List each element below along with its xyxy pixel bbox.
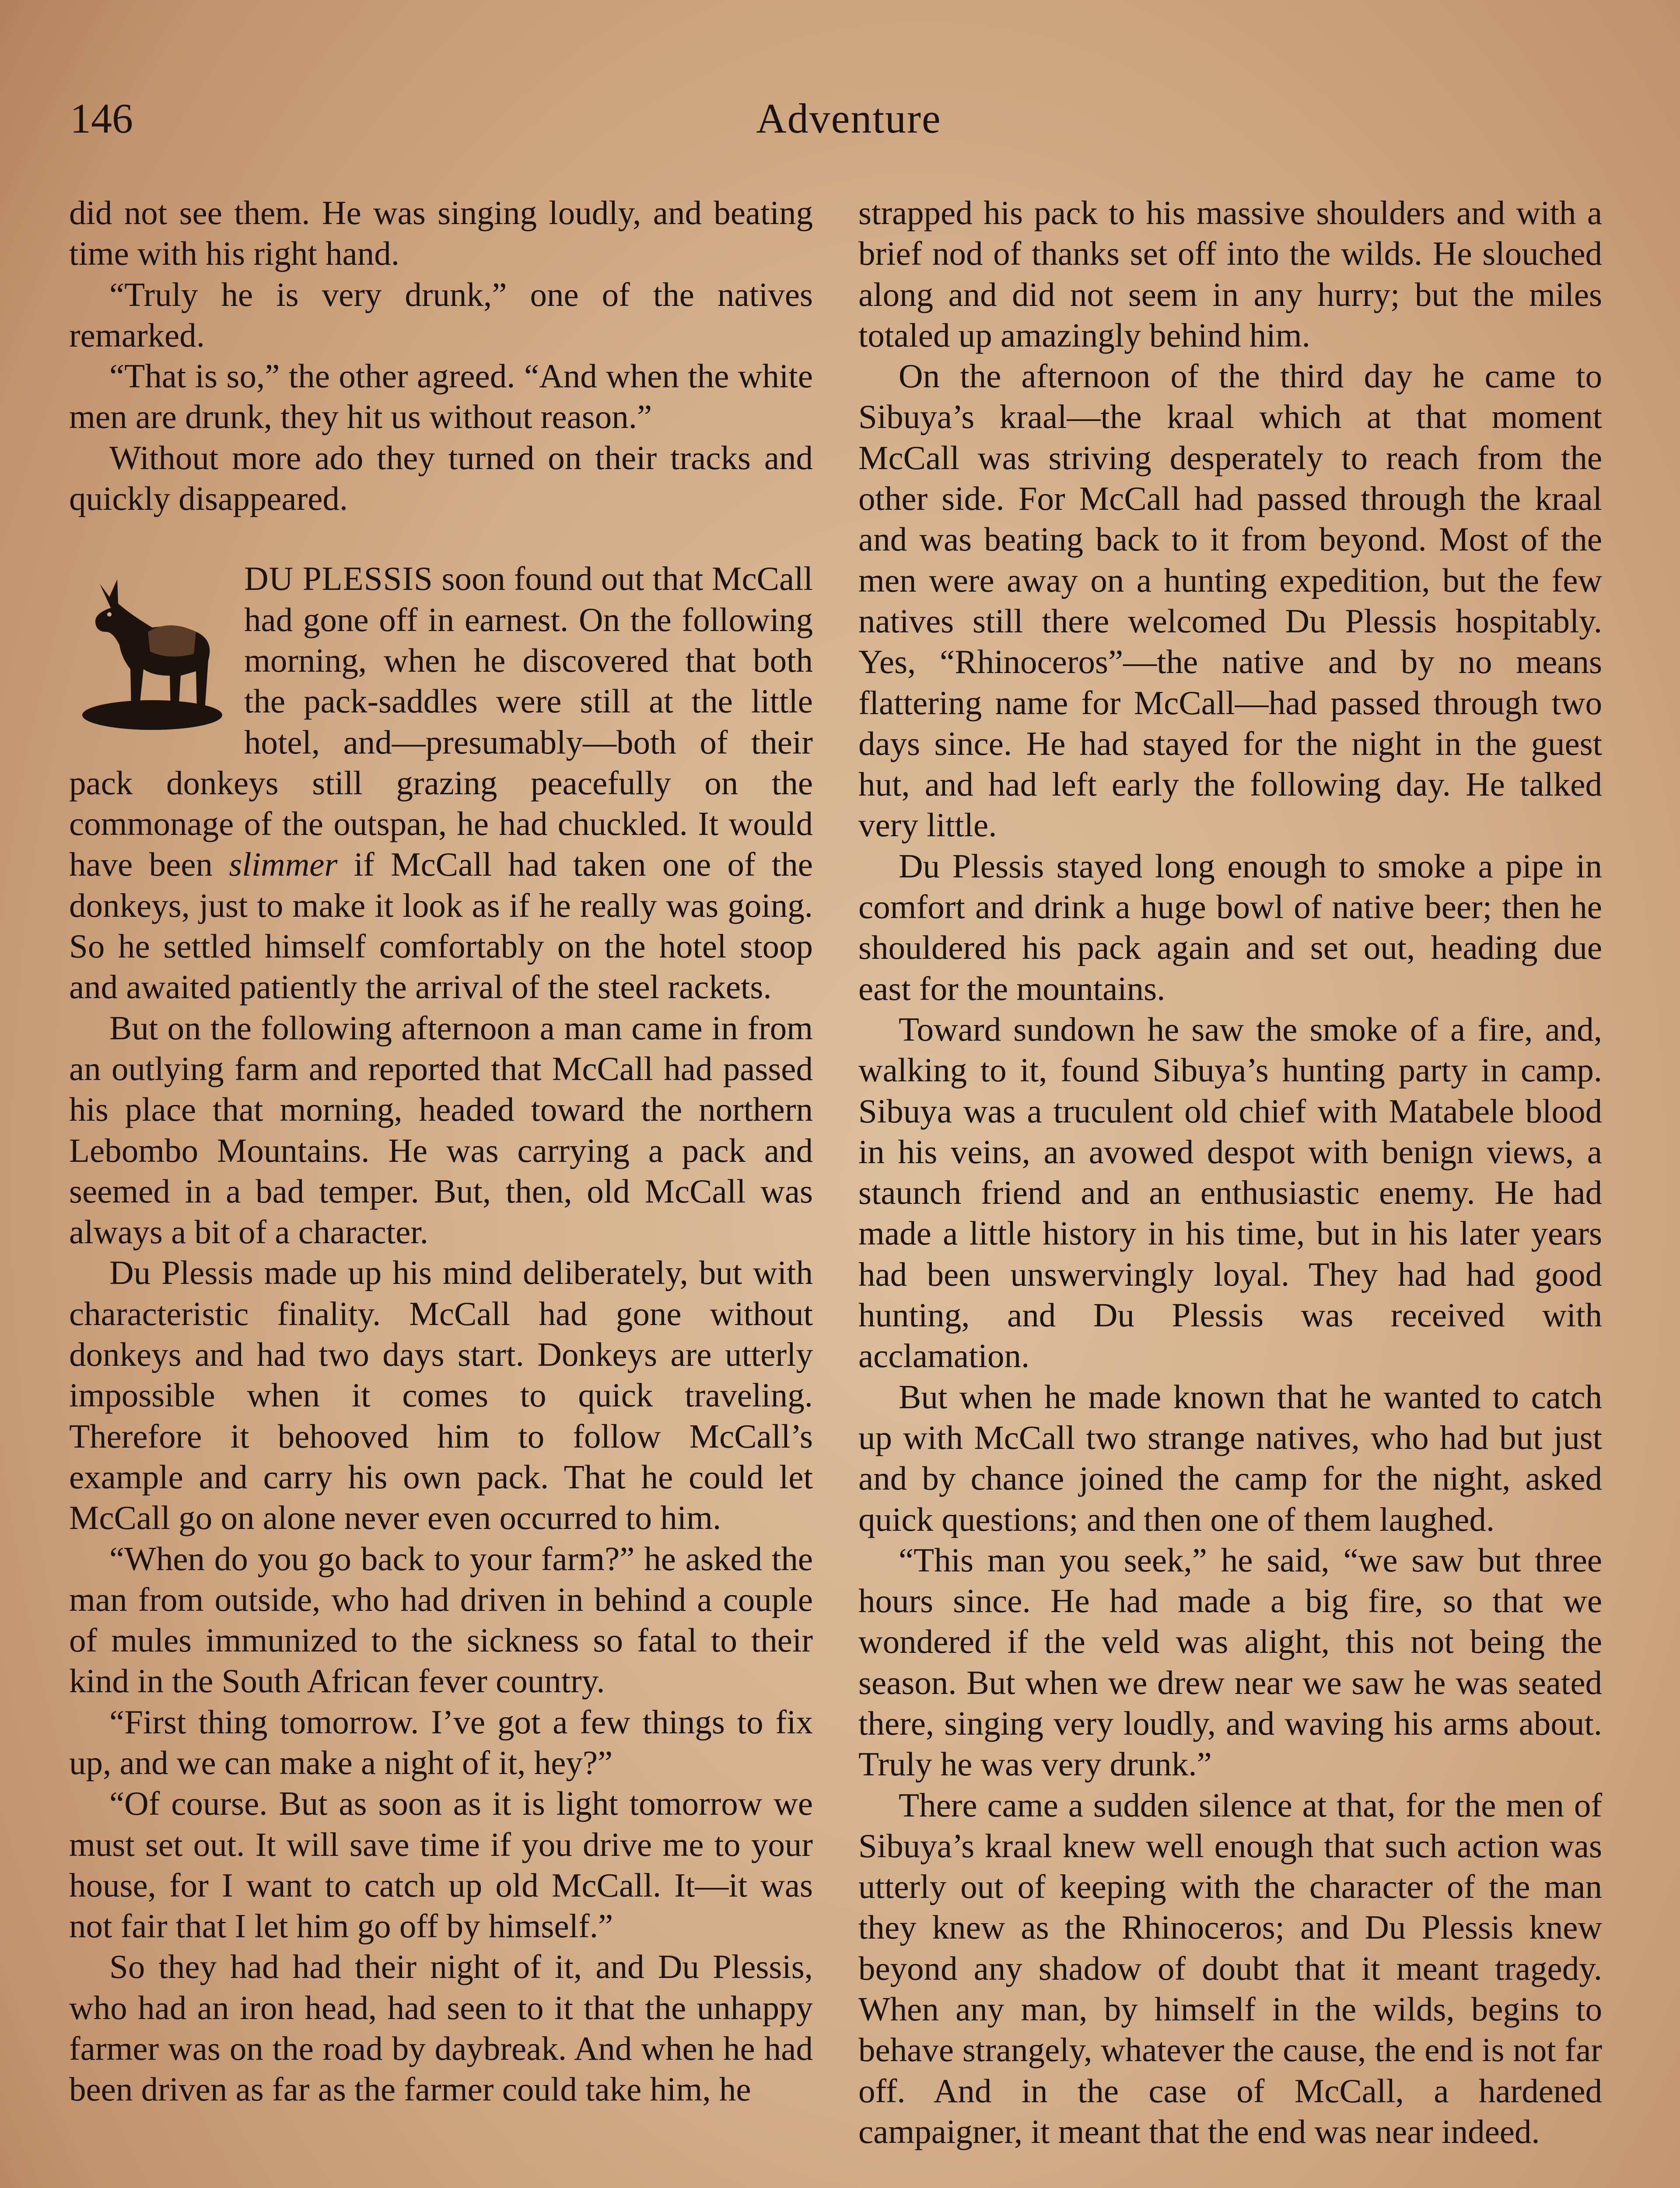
paragraph: On the afternoon of the third day he came to Sibuya’s kraal—the kraal which at that moment McCall was striving desperately to reach from the other side. For McCall had passed through the kraal and was beating back to it from beyond. Most of the men were away on a hunting expedition, but the few natives still there welcomed Du Plessis hospitably. Yes, “Rhinoceros”—the native and by no means flattering name for McCall—had passed through two days since. He had stayed for the night in the guest hut, and had left early the following day. He talked very little. [858, 357, 1602, 844]
paragraph: So they had had their night of it, and Du Plessis, who had an iron head, had seen to it that the unhappy farmer was on the road by daybreak. And when he had been driven as far as the farmer could take him, he [69, 1948, 813, 2108]
paragraph: did not see them. He was singing loudly, and beating time with his right hand. [69, 194, 813, 273]
paragraph: “First thing tomorrow. I’ve got a few things to fix up, and we can make a night of it, hey?” [69, 1703, 813, 1781]
paragraph: “Of course. But as soon as it is light tomorrow we must set out. It will save time if you drive me to your house, for I want to catch up old McCall. It—it was not fair that I let him go off by himself.” [69, 1785, 813, 1945]
paragraph: “That is so,” the other agreed. “And when the white men are drunk, they hit us without reason.” [69, 357, 813, 436]
right-column [858, 193, 1602, 2152]
paragraph: There came a sudden silence at that, for the men of Sibuya’s kraal knew well enough that such action was utterly out of keeping with the character of the man they knew as the Rhinoceros; and Du Plessis knew beyond any shadow of doubt that it meant tragedy. When any man, by himself in the wilds, begins to behave strangely, whatever the cause, the end is not far off. And in the case of McCall, a hardened campaigner, it meant that the end was near indeed. [858, 1786, 1602, 2150]
paragraph: strapped his pack to his massive shoulders and with a brief nod of thanks set off into the wilds. He slouched along and did not seem in any hurry; but the miles totaled up amazingly behind him. [858, 194, 1602, 354]
paragraph: “Truly he is very drunk,” one of the natives remarked. [69, 275, 813, 354]
running-head: Adventure [756, 95, 942, 142]
paragraph: DU PLESSIS soon found out that McCall had gone off in earnest. On the following morning, when he discovered that both the pack-saddles were still at the little hotel, and—presumably—both of their pack donkeys still grazing peacefully on the commonage of the outspan, he had chuckled. It would have been slimmer if McCall had taken one of the donkeys, just to make it look as if he really was going. So he settled himself comfortably on the hotel stoop and awaited patiently the arrival of the steel rackets. [69, 560, 813, 1006]
left-column [69, 193, 813, 2110]
paragraph: Du Plessis stayed long enough to smoke a pipe in comfort and drink a huge bowl of native beer; then he shouldered his pack again and set out, heading due east for the mountains. [858, 847, 1602, 1007]
paragraph: Toward sundown he saw the smoke of a fire, and, walking to it, found Sibuya’s hunting party in camp. Sibuya was a truculent old chief with Matabele blood in his veins, an avowed despot with benign views, a staunch friend and an enthusiastic enemy. He had made a little history in his time, but in his later years had been unswervingly loyal. They had had good hunting, and Du Plessis was received with acclamation. [858, 1010, 1602, 1375]
section-opening [69, 558, 813, 1007]
paragraph: Du Plessis made up his mind deliberately, but with characteristic finality. McCall had gone without donkeys and had two days start. Donkeys are utterly impossible when it comes to quick traveling. Therefore it behooved him to follow McCall’s example and carry his own pack. That he could let McCall go on alone never even occurred to him. [69, 1254, 813, 1537]
page-number: 146 [70, 95, 133, 142]
paragraph: But when he made known that he wanted to catch up with McCall two strange natives, who had but just and by chance joined the camp for the night, asked quick questions; and then one of them laughed. [858, 1378, 1602, 1538]
paragraph: Without more ado they turned on their tracks and quickly disappeared. [69, 438, 813, 518]
paragraph: “When do you go back to your farm?” he asked the man from outside, who had driven in behind a couple of mules immunized to the sickness so fatal to their kind in the South African fever country. [69, 1539, 813, 1700]
section-break [69, 519, 813, 558]
paragraph: “This man you seek,” he said, “we saw but three hours since. He had made a big fire, so that we wondered if the veld was alight, this not being the season. But when we drew near we saw he was seated there, singing very loudly, and waving his arms about. Truly he was very drunk.” [858, 1541, 1602, 1783]
dropcap-lead: DU PLESSIS [244, 560, 433, 598]
donkey-illustration-icon [69, 566, 231, 735]
paragraph: But on the following afternoon a man came in from an outlying farm and reported that McCall had passed his place that morning, headed toward the northern Lebombo Mountains. He was carrying a pack and seemed in a bad temper. But, then, old McCall was always a bit of a character. [69, 1009, 813, 1251]
